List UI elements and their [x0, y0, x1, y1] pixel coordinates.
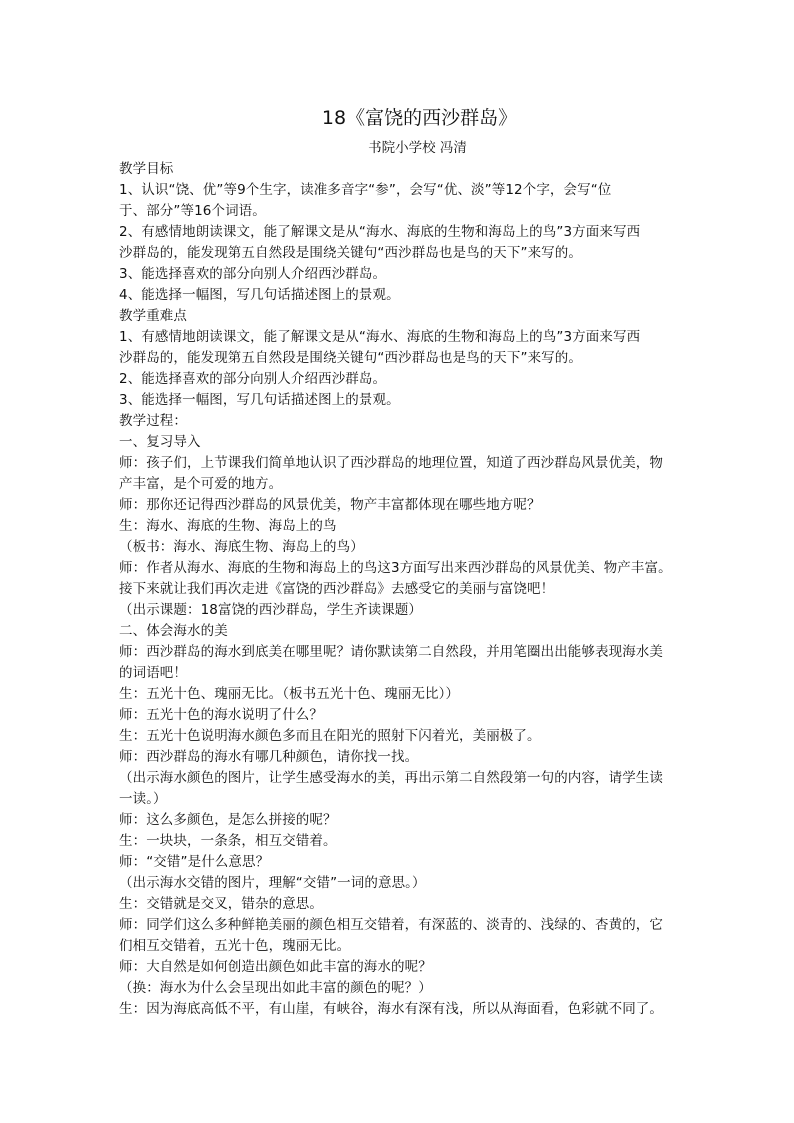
- text-line: 产丰富，是个可爱的地方。: [119, 476, 283, 492]
- text-line: 教学重难点: [119, 308, 187, 324]
- text-line: 二、体会海水的美: [119, 623, 228, 639]
- text-line: 生：因为海底高低不平，有山崖，有峡谷，海水有深有浅，所以从海面看，色彩就不同了。: [119, 1001, 663, 1017]
- text-line: 4、能选择一幅图，写几句话描述图上的景观。: [119, 287, 400, 303]
- document-body: [119, 159, 716, 1020]
- text-line: 师：作者从海水、海底的生物和海岛上的鸟这3方面写出来西沙群岛的风景优美、物产丰富。: [119, 560, 672, 576]
- text-line: 接下来就让我们再次走进《富饶的西沙群岛》去感受它的美丽与富饶吧！: [119, 581, 555, 597]
- text-line: 2、有感情地朗读课文，能了解课文是从“海水、海底的生物和海岛上的鸟”3方面来写西: [119, 224, 641, 240]
- text-line: 师：西沙群岛的海水到底美在哪里呢？请你默读第二自然段，并用笔圈出出能够表现海水美: [119, 644, 663, 660]
- text-line: （出示课题：18富饶的西沙群岛，学生齐读课题）: [119, 602, 422, 618]
- text-line: 于、部分”等16个词语。: [119, 203, 266, 219]
- document-author: 书院小学校 冯清: [368, 140, 467, 156]
- text-line: 生：一块块，一条条，相互交错着。: [119, 833, 337, 849]
- text-line: 3、能选择一幅图，写几句话描述图上的景观。: [119, 392, 400, 408]
- document-title: 18《富饶的西沙群岛》: [321, 107, 518, 129]
- text-line: 师：西沙群岛的海水有哪几种颜色，请你找一找。: [119, 749, 419, 765]
- text-line: 3、能选择喜欢的部分向别人介绍西沙群岛。: [119, 266, 387, 282]
- text-line: 一、复习导入: [119, 434, 201, 450]
- text-line: 生：五光十色说明海水颜色多而且在阳光的照射下闪着光，美丽极了。: [119, 728, 541, 744]
- text-line: （出示海水颜色的图片，让学生感受海水的美，再出示第二自然段第一句的内容，请学生读: [119, 770, 663, 786]
- text-line: 1、认识“饶、优”等9个生字，读准多音字“参”，会写“优、淡”等12个字，会写“位: [119, 182, 612, 198]
- text-line: （换：海水为什么会呈现出如此丰富的颜色的呢？）: [119, 980, 432, 996]
- text-line: 师：那你还记得西沙群岛的风景优美，物产丰富都体现在哪些地方呢？: [119, 497, 541, 513]
- text-line: 师：五光十色的海水说明了什么？: [119, 707, 323, 723]
- text-line: 沙群岛的，能发现第五自然段是围绕关键句“西沙群岛也是鸟的天下”来写的。: [119, 245, 582, 261]
- text-line: 们相互交错着，五光十色，瑰丽无比。: [119, 938, 351, 954]
- text-line: 师：“交错”是什么意思？: [119, 854, 270, 870]
- text-line: 教学目标: [119, 161, 174, 177]
- text-line: 沙群岛的，能发现第五自然段是围绕关键句“西沙群岛也是鸟的天下”来写的。: [119, 350, 582, 366]
- text-line: （出示海水交错的图片，理解“交错”一词的意思。）: [119, 875, 426, 891]
- text-line: 1、有感情地朗读课文，能了解课文是从“海水、海底的生物和海岛上的鸟”3方面来写西: [119, 329, 641, 345]
- text-line: 的词语吧！: [119, 665, 187, 681]
- text-line: 师：大自然是如何创造出颜色如此丰富的海水的呢？: [119, 959, 432, 975]
- text-line: 生：交错就是交叉，错杂的意思。: [119, 896, 323, 912]
- text-line: 师：孩子们，上节课我们简单地认识了西沙群岛的地理位置，知道了西沙群岛风景优美，物: [119, 455, 663, 471]
- text-line: 生：海水、海底的生物、海岛上的鸟: [119, 518, 337, 534]
- text-line: 2、能选择喜欢的部分向别人介绍西沙群岛。: [119, 371, 387, 387]
- text-line: 师：这么多颜色，是怎么拼接的呢？: [119, 812, 337, 828]
- text-line: 师：同学们这么多种鲜艳美丽的颜色相互交错着，有深蓝的、淡青的、浅绿的、杏黄的，它: [119, 917, 663, 933]
- text-line: 教学过程：: [119, 413, 187, 429]
- text-line: 一读。）: [119, 791, 167, 807]
- text-line: （板书：海水、海底生物、海岛上的鸟）: [119, 539, 364, 555]
- text-line: 生：五光十色、瑰丽无比。（板书五光十色、瑰丽无比））: [119, 686, 460, 702]
